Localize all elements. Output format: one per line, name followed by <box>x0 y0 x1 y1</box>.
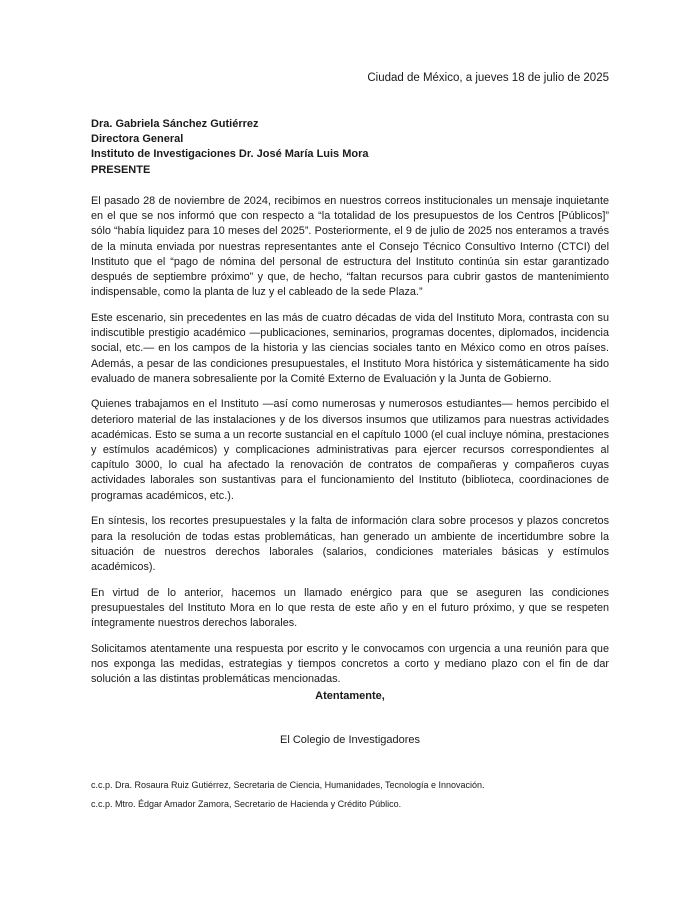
recipient-name: Dra. Gabriela Sánchez Gutiérrez <box>91 118 259 130</box>
closing-line: Atentamente, <box>315 690 385 702</box>
body-paragraph: El pasado 28 de noviembre de 2024, recibimos en nuestros correos institucionales un mensaje inquietante en el que se nos informó que con respecto a “la totalidad de los presupuestos de los Centros [Públicos]” sólo “había liquidez para 10 meses del 2025”. Posteriormente, el 9 de julio de 2025 nos enteramos a través de la minuta enviada por nuestras representantes ante el Consejo Técnico Consultivo Interno (CTCI) del Instituto que el “pago de nómina del personal de estructura del Instituto continúa sin estar garantizado después de septiembre próximo” y que, de hecho, “faltan recursos para cubrir gastos de mantenimiento indispensable, como la planta de luz y el cableado de la sede Plaza.” <box>91 195 609 299</box>
signature-line: El Colegio de Investigadores <box>279 734 421 746</box>
ccp-line: c.c.p. Mtro. Édgar Amador Zamora, Secretario de Hacienda y Crédito Público. <box>91 799 402 809</box>
body-paragraph: En virtud de lo anterior, hacemos un llamado enérgico para que se aseguren las condiciones presupuestales del Instituto Mora en lo que resta de este año y en el futuro próximo, y que se respeten íntegramente nuestros derechos laborales. <box>91 586 609 630</box>
body-paragraph: Este escenario, sin precedentes en las más de cuatro décadas de vida del Instituto Mora, contrasta con su indiscutible prestigio académico —publicaciones, seminarios, programas docentes, diplomados, incidencia social, etc.— en los campos de la historia y las ciencias sociales tanto en México como en otros países. Además, a pesar de las condiciones presupuestales, el Instituto Mora histórica y sistemáticamente ha sido evaluado de manera sobresaliente por la Comité Externo de Evaluación y la Junta de Gobierno. <box>91 311 609 385</box>
salutation: PRESENTE <box>91 163 151 176</box>
recipient-block <box>91 117 611 178</box>
letter-body <box>91 194 609 698</box>
body-paragraph: Solicitamos atentamente una respuesta por escrito y le convocamos con urgencia a una reunión para que nos exponga las medidas, estrategias y tiempos concretos a corto y mediano plazo con el fin de dar solución a las distintas problemáticas mencionadas. <box>91 642 609 686</box>
body-paragraph: En síntesis, los recortes presupuestales y la falta de información clara sobre procesos y plazos concretos para la resolución de todas estas problemáticas, han generado un ambiente de incertidumbre sobre la situación de nuestros derechos laborales (salarios, condiciones materiales básicas y estímulos académicos). <box>91 515 609 573</box>
recipient-institution: Instituto de Investigaciones Dr. José María Luis Mora <box>91 148 369 161</box>
ccp-line: c.c.p. Dra. Rosaura Ruiz Gutiérrez, Secretaria de Ciencia, Humanidades, Tecnología e Innovación. <box>91 780 485 790</box>
recipient-title: Directora General <box>91 133 184 146</box>
date-line: Ciudad de México, a jueves 18 de julio de 2025 <box>367 72 609 84</box>
body-paragraph: Quienes trabajamos en el Instituto —así como numerosas y numerosos estudiantes— hemos percibido el deterioro material de las instalaciones y de los diversos insumos que utilizamos para nuestras actividades académicas. Esto se suma a un recorte sustancial en el capítulo 1000 (el cual incluye nómina, prestaciones y estímulos académicos) y complicaciones administrativas para ejercer recursos correspondientes al capítulo 3000, lo cual ha afectado la renovación de contratos de compañeras y compañeros cuyas actividades laborales son sustantivas para el funcionamiento del Instituto (biblioteca, coordinaciones de programas académicos, etc.). <box>91 398 609 502</box>
